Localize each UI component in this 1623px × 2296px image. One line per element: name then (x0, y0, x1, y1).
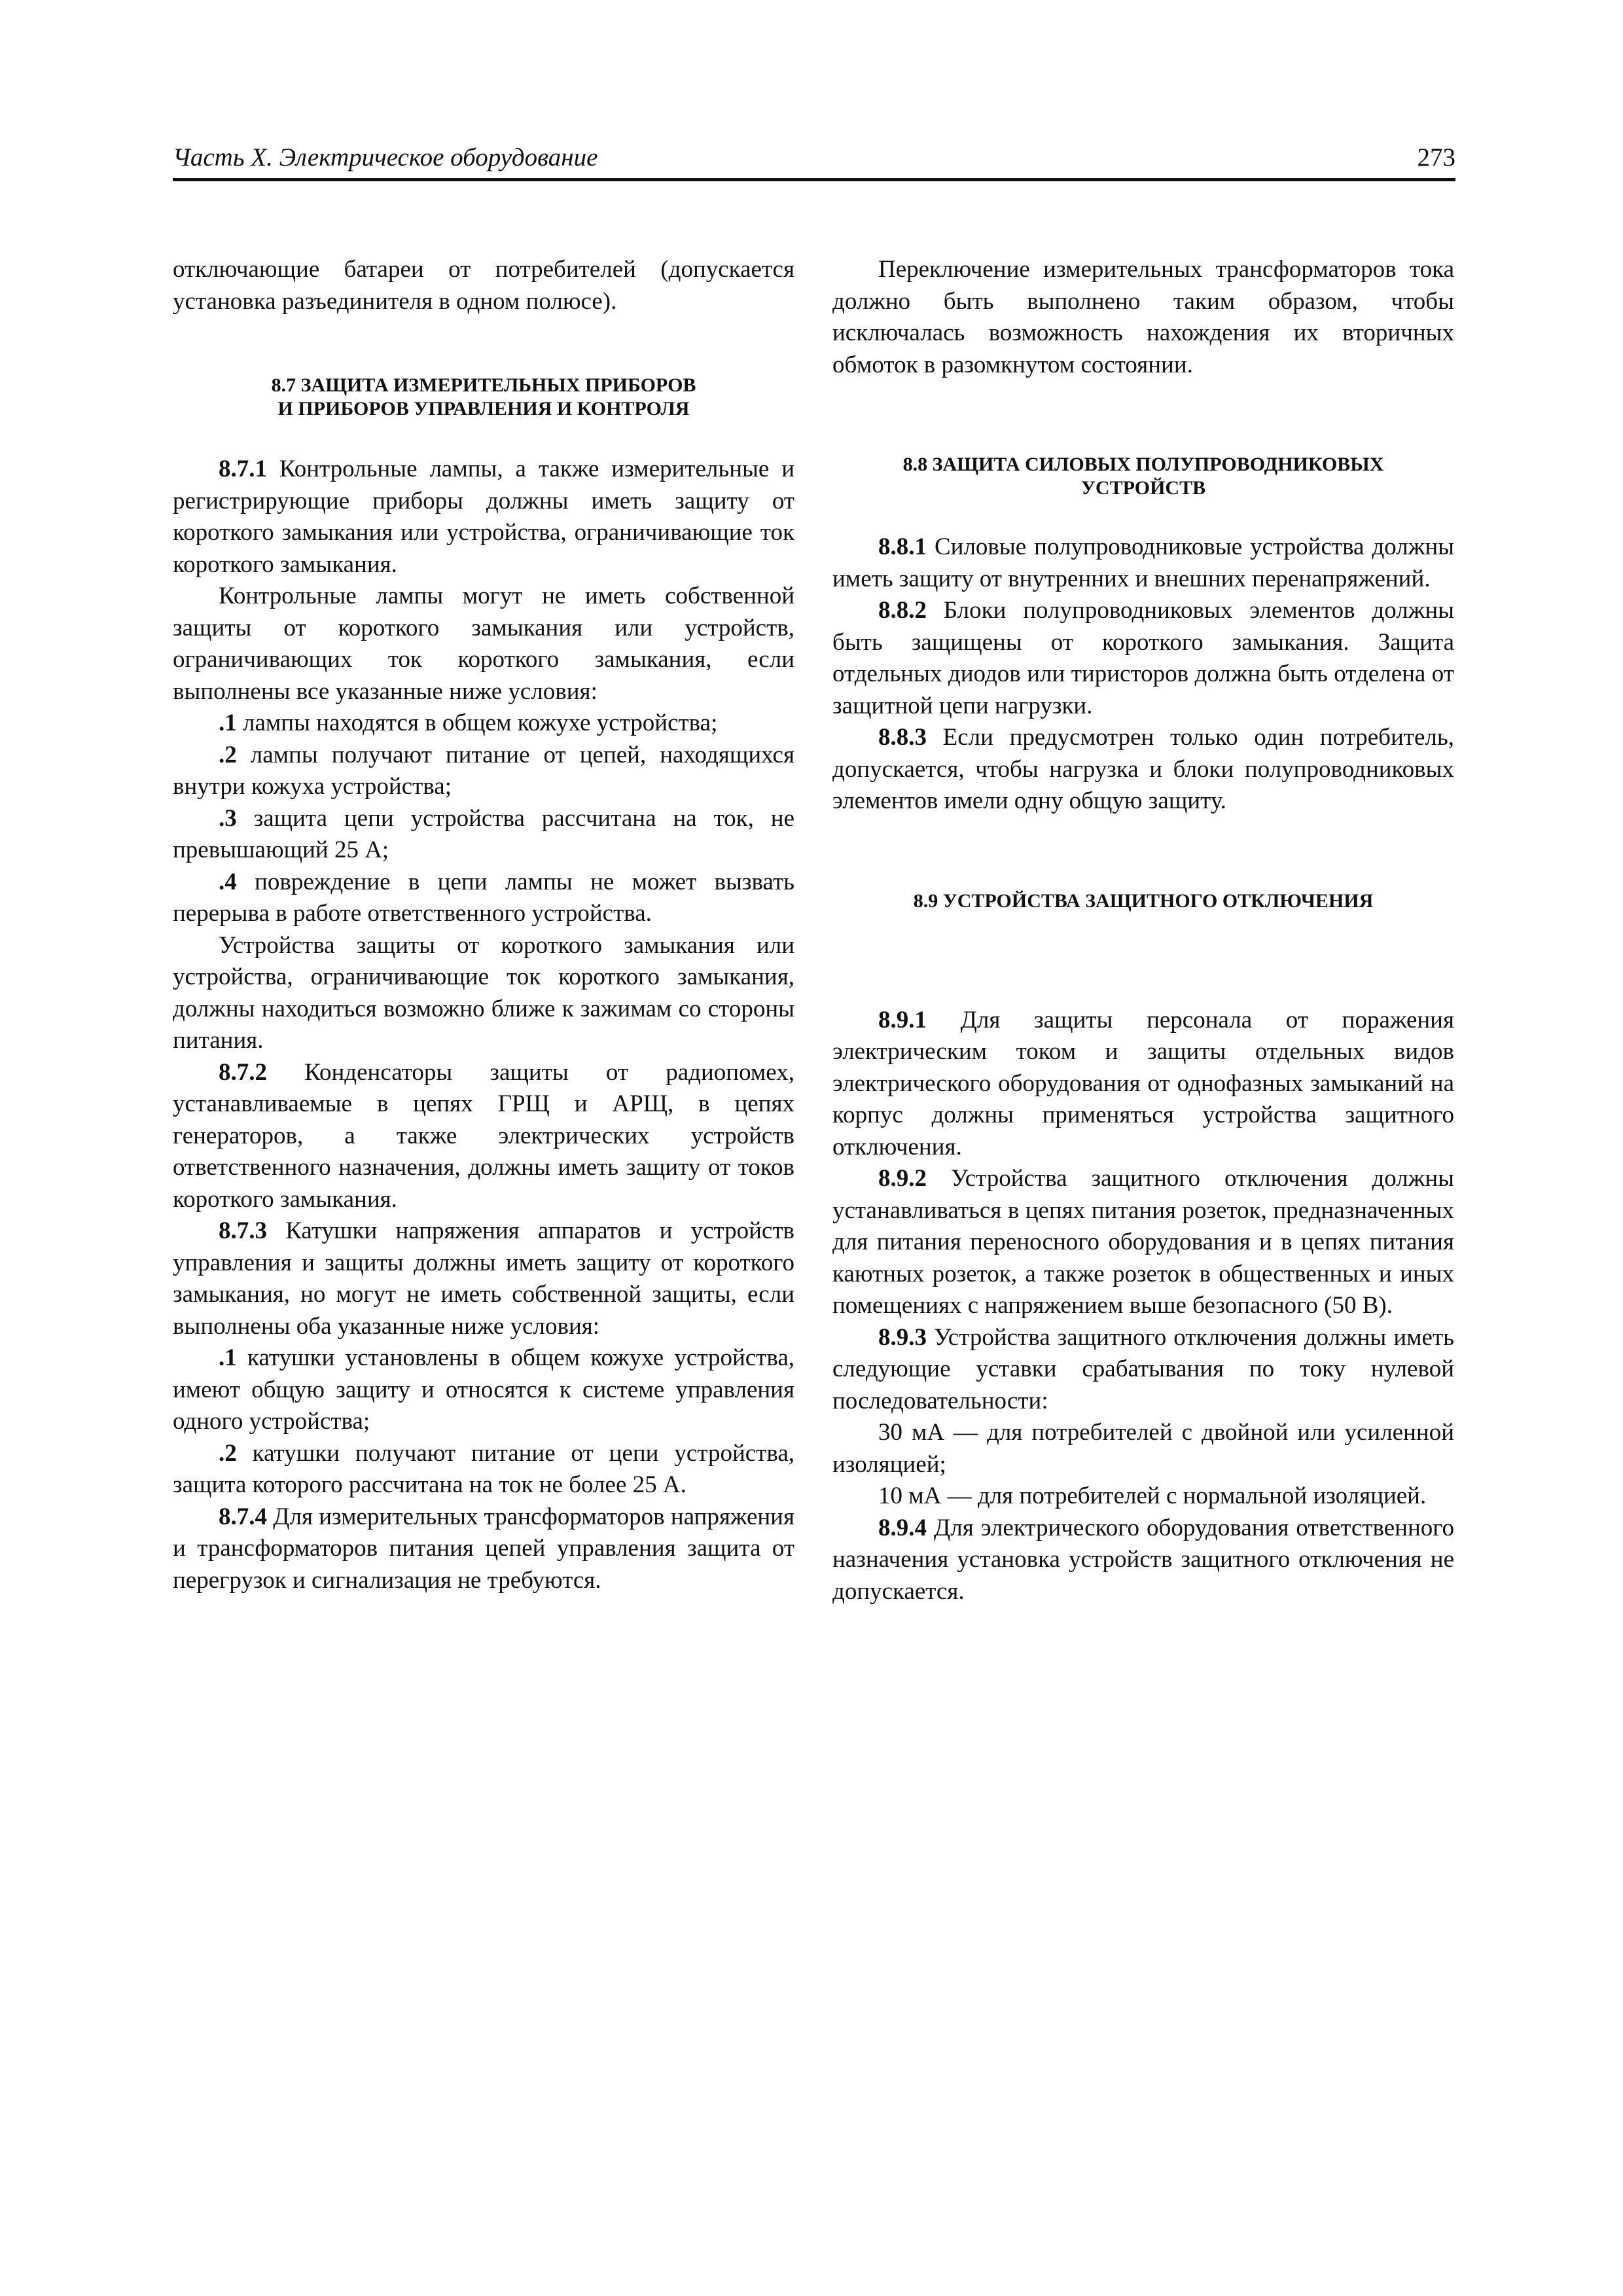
list-item-2: .2 лампы получают питание от цепей, находящихся внутри кожуха устройства; (173, 741, 794, 800)
paragraph-8-9-2: 8.9.2 Устройства защитного отключения должны устанавливаться в цепях питания розеток, предназначенных для питания переносного оборудования и в цепях питания каютных розеток, а также розеток в общественных и иных помещениях с напряжением выше безопасного (50 В). (832, 1165, 1454, 1319)
list-item-coil-1: .1 катушки установлены в общем кожухе устройства, имеют общую защиту и относятся к системе управления одного устройства; (173, 1344, 794, 1435)
section-heading-8-9: 8.9 УСТРОЙСТВА ЗАЩИТНОГО ОТКЛЮЧЕНИЯ (913, 889, 1374, 912)
section-heading-8-8-line-1: 8.8 ЗАЩИТА СИЛОВЫХ ПОЛУПРОВОДНИКОВЫХ (902, 454, 1384, 475)
section-heading-8-7-line-2: И ПРИБОРОВ УПРАВЛЕНИЯ И КОНТРОЛЯ (277, 398, 690, 420)
section-heading-8-8-line-2: УСТРОЙСТВ (1080, 477, 1206, 499)
list-item-1: .1 лампы находятся в общем кожухе устройства; (219, 709, 718, 736)
list-item-4: .4 повреждение в цепи лампы не может вызвать перерыва в работе ответственного устройства. (173, 868, 794, 927)
paragraph-continuation: отключающие батареи от потребителей (допускается установка разъединителя в одном полюсе). (173, 256, 794, 315)
paragraph-8-8-2: 8.8.2 Блоки полупроводниковых элементов должны быть защищены от короткого замыкания. Защита отдельных диодов или тиристоров должна быть отделена от защитной цепи нагрузки. (832, 597, 1454, 719)
header-title: Часть X. Электрическое оборудование (173, 143, 598, 171)
setting-30ma: 30 мА — для потребителей с двойной или усиленной изоляцией; (832, 1419, 1454, 1478)
paragraph-8-7-3: 8.7.3 Катушки напряжения аппаратов и устройств управления и защиты должны иметь защиту от короткого замыкания, но могут не иметь собственной защиты, если выполнены оба указанные ниже условия: (173, 1217, 794, 1340)
paragraph-8-9-1: 8.9.1 Для защиты персонала от поражения электрическим током и защиты отдельных видов электрического оборудования от однофазных замыканий на корпус должны применяться устройства защитного отключения. (832, 1006, 1454, 1160)
clause-number: 8.7.1 (219, 456, 267, 482)
section-heading-8-7-line-1: 8.7 ЗАЩИТА ИЗМЕРИТЕЛЬНЫХ ПРИБОРОВ (271, 374, 696, 396)
paragraph-lamps: Контрольные лампы могут не иметь собственной защиты от короткого замыкания или устройств, ограничивающих ток короткого замыкания, если выполнены все указанные ниже условия: (173, 583, 794, 705)
paragraph-devices: Устройства защиты от короткого замыкания или устройства, ограничивающие ток короткого замыкания, должны находиться возможно ближе к зажимам со стороны питания. (173, 931, 794, 1054)
page-number: 273 (1417, 143, 1455, 171)
right-column (832, 254, 1454, 1607)
left-column (173, 254, 794, 1596)
paragraph-8-7-1: 8.7.1 Контрольные лампы, а также измерительные и регистрирующие приборы должны иметь защиту от короткого замыкания или устройства, ограничивающие ток короткого замыкания. (173, 456, 794, 578)
list-item-3: .3 защита цепи устройства рассчитана на ток, не превышающий 25 А; (173, 804, 794, 863)
paragraph-switching: Переключение измерительных трансформаторов тока должно быть выполнено таким образом, чтобы исключалась возможность нахождения их вторичных обмоток в разомкнутом состоянии. (832, 256, 1454, 378)
paragraph-8-7-2: 8.7.2 Конденсаторы защиты от радиопомех, устанавливаемые в цепях ГРЩ и АРЩ, в цепях генераторов, а также электрических устройств ответственного назначения, должны иметь защиту от токов короткого замыкания. (173, 1058, 794, 1213)
paragraph-8-8-3: 8.8.3 Если предусмотрен только один потребитель, допускается, чтобы нагрузка и блоки полупроводниковых элементов имели одну общую защиту. (832, 724, 1454, 814)
paragraph-8-8-1: 8.8.1 Силовые полупроводниковые устройства должны иметь защиту от внутренних и внешних перенапряжений. (832, 533, 1454, 592)
paragraph-8-9-4: 8.9.4 Для электрического оборудования ответственного назначения установка устройств защитного отключения не допускается. (832, 1514, 1454, 1605)
paragraph-8-7-4: 8.7.4 Для измерительных трансформаторов напряжения и трансформаторов питания цепей управления защита от перегрузок и сигнализация не требуются. (173, 1503, 794, 1594)
paragraph-8-9-3: 8.9.3 Устройства защитного отключения должны иметь следующие уставки срабатывания по току нулевой последовательности: (832, 1323, 1454, 1414)
setting-10ma: 10 мА — для потребителей с нормальной изоляцией. (878, 1482, 1427, 1509)
list-item-coil-2: .2 катушки получают питание от цепи устройства, защита которого рассчитана на ток не более 25 А. (173, 1439, 794, 1498)
running-header (173, 143, 1455, 181)
